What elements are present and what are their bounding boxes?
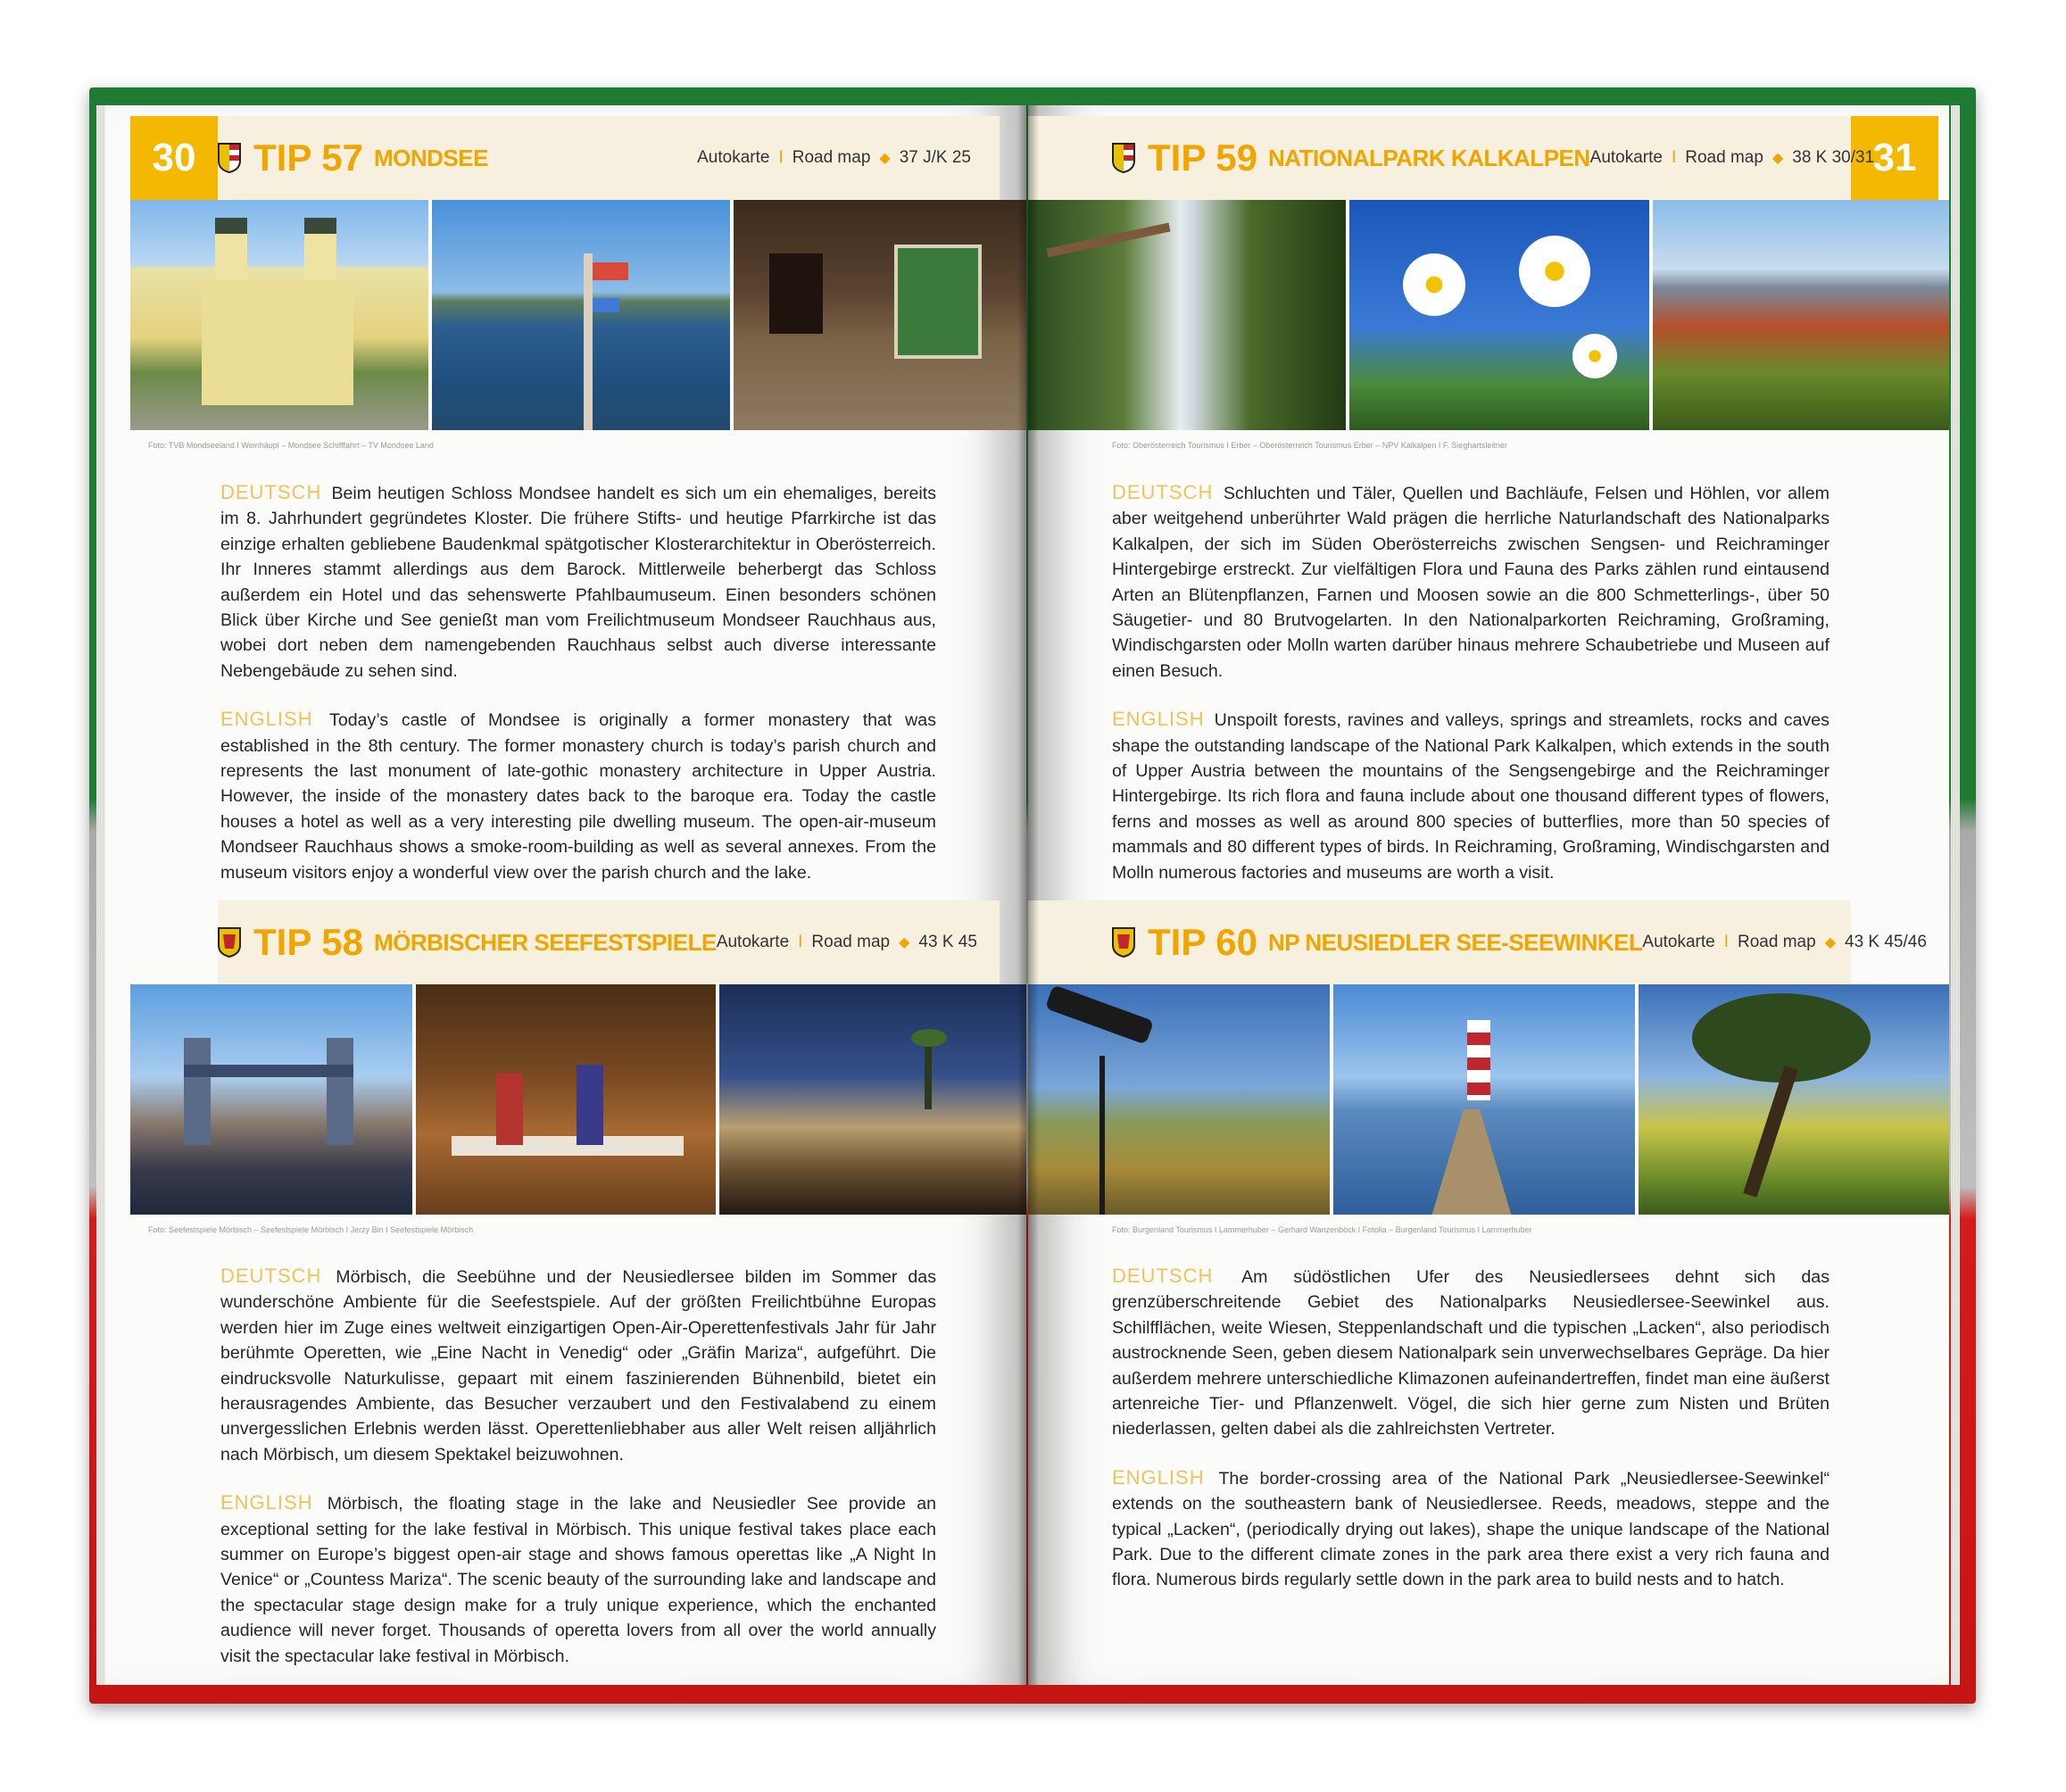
german-text: Am südöstlichen Ufer des Neusiedlersees dehnt sich das grenzüberschreitende Gebiet des Nationalparks Neusiedlersee-Seewinkel aus. Schilfflächen, weite Wiesen, Steppenlandschaft und die typischen „Lacken“, also periodisch austrocknende Seen, geben diesem Nationalpark sein unverwechselbares Gepräge. Da hier außerdem mehrere unterschiedliche Klimazonen aufeinandertreffen, findet man eine äußerst artenreiche Tier- und Pflanzenwelt. Vögel, die sich hier gerne zum Nisten und Brüten niederlassen, gelten dabei als die zahlreichsten Vertreter. bbox=[1112, 1267, 1830, 1439]
autokarte-label: Autokarte bbox=[716, 933, 790, 951]
german-paragraph bbox=[220, 1264, 936, 1467]
photo-waterfall bbox=[1028, 200, 1346, 430]
tip-title: MÖRBISCHER SEEFESTSPIELE bbox=[373, 928, 717, 956]
right-page bbox=[1028, 105, 1949, 1685]
tip-header bbox=[1028, 900, 1927, 984]
english-paragraph bbox=[1112, 1465, 1830, 1593]
lang-label-en: ENGLISH bbox=[1112, 708, 1205, 731]
english-paragraph bbox=[220, 1490, 936, 1669]
lang-label-de: DEUTSCH bbox=[220, 1265, 322, 1287]
tip-text bbox=[220, 1264, 936, 1685]
page-edges-right bbox=[1951, 105, 1960, 1685]
english-text: The border-crossing area of the National Park „Neusiedlersee-Seewinkel“ extends on the southeastern bank of Neusiedlersee. Reeds, meadows, steppe and the typical „Lacken“, (periodically drying out lakes), shape the unique landscape of the National Park. Due to the different climate zones in the park area there exist a very rich fauna and flora. Numerous birds regularly settle down in the park area to build nests and to hatch. bbox=[1112, 1468, 1830, 1590]
coat-of-arms-icon bbox=[218, 927, 241, 958]
tip-number: TIP 58 bbox=[253, 921, 363, 963]
map-grid-ref: 43 K 45/46 bbox=[1845, 933, 1927, 951]
photo-mountain-autumn bbox=[1653, 200, 1949, 430]
photo-mondsee-lake bbox=[432, 200, 730, 430]
lang-label-en: ENGLISH bbox=[220, 1491, 313, 1514]
photo-lake-stage-night bbox=[719, 984, 1026, 1215]
roadmap-label: Road map bbox=[811, 933, 891, 951]
lang-label-de: DEUTSCH bbox=[1112, 1265, 1214, 1287]
tip-header bbox=[218, 900, 1000, 984]
tip-header bbox=[1028, 116, 1875, 200]
map-reference: Autokarte I Road map ◆ 43 K 45/46 bbox=[1642, 933, 1927, 951]
map-reference: Autokarte I Road map ◆ 37 J/K 25 bbox=[697, 148, 971, 167]
map-grid-ref: 37 J/K 25 bbox=[899, 148, 971, 167]
english-text: Mörbisch, the floating stage in the lake and Neusiedler See provide an exceptional setting for the lake festival in Mörbisch. This unique festival takes place each summer on Europe’s biggest open-air stage and shows famous operettas like „A Night In Venice“ or „Countess Mariza“. The scenic beauty of the surrounding lake and landscape and the spectacular stage design make for a truly unique experience, which the enchanted audience will never forget. Thousands of operetta lovers from all over the world annually visit the spectacular lake festival in Mörbisch. bbox=[220, 1494, 936, 1666]
tip-title: MONDSEE bbox=[373, 144, 488, 171]
diamond-icon: ◆ bbox=[1824, 935, 1836, 950]
tip-header bbox=[218, 116, 1000, 200]
page-number: 30 bbox=[130, 116, 218, 200]
map-reference: Autokarte I Road map ◆ 43 K 45 bbox=[716, 933, 977, 951]
tip-text bbox=[220, 480, 936, 908]
german-paragraph bbox=[1112, 480, 1830, 684]
german-paragraph bbox=[220, 480, 936, 684]
german-text: Schluchten und Täler, Quellen und Bachläufe, Felsen und Höhlen, vor allem aber weitgehend unberührter Wald prägen die herrliche Naturlandschaft des Nationalparks Kalkalpen, der sich im Süden Oberösterreichs zwischen Sengsen- und Reichraminger Hintergebirge erstreckt. Zur vielfältigen Flora und Fauna des Parks zählen rund eintausend Arten an Blütenpflanzen, Farnen und Moosen sowie an die 800 Schmetterlings-, über 50 Säugetier- und 80 Brutvogelarten. In den Nationalparkorten Reichraming, Großraming, Windischgarsten oder Molln warten darüber hinaus mehrere Schaubetriebe und Museen auf einen Besuch. bbox=[1112, 484, 1830, 681]
photo-credit: Foto: Burgenland Tourismus I Lammerhuber – Gerhard Wanzenböck I Fotolia – Burgenland Tourismus I Lammerhuber bbox=[1112, 1225, 1532, 1234]
photo-strip bbox=[130, 984, 1026, 1215]
map-grid-ref: 43 K 45 bbox=[918, 933, 977, 951]
tip-title: NP NEUSIEDLER SEE-SEEWINKEL bbox=[1267, 928, 1643, 956]
tip-number: TIP 59 bbox=[1148, 137, 1257, 178]
diamond-icon: ◆ bbox=[879, 151, 891, 166]
lang-label-de: DEUTSCH bbox=[1112, 481, 1214, 503]
tip-text bbox=[1112, 480, 1830, 908]
roadmap-label: Road map bbox=[792, 148, 871, 167]
photo-daisies bbox=[1349, 200, 1649, 430]
photo-strip bbox=[1028, 984, 1949, 1215]
photo-operetta-performance bbox=[416, 984, 716, 1215]
left-page bbox=[105, 105, 1026, 1685]
photo-credit: Foto: TVB Mondseeland I Weinhäupl – Mondsee Schifffahrt – TV Mondsee Land bbox=[148, 441, 434, 450]
autokarte-label: Autokarte bbox=[1589, 148, 1663, 167]
photo-mondsee-church bbox=[130, 200, 428, 430]
lang-label-en: ENGLISH bbox=[1112, 1465, 1205, 1489]
english-paragraph bbox=[220, 707, 936, 885]
photo-tree-meadow bbox=[1639, 984, 1949, 1215]
coat-of-arms-icon bbox=[1112, 927, 1135, 958]
tip-number: TIP 57 bbox=[253, 137, 363, 178]
roadmap-label: Road map bbox=[1738, 933, 1816, 951]
german-text: Beim heutigen Schloss Mondsee handelt es sich um ein ehemaliges, bereits im 8. Jahrhundert gegründetes Kloster. Die frühere Stifts- und heutige Pfarrkirche ist das einzige erhalten gebliebene Baudenkmal spätgotischer Klosterarchitektur in Oberösterreich. Ihr Inneres stammt allerdings aus dem Barock. Mittlerweile beherbergt das Schloss außerdem ein Hotel und das sehenswerte Pfahlbaumuseum. Einen besonders schönen Blick über Kirche und See genießt man vom Freilichtmuseum Mondseer Rauchhaus aus, wobei dort neben dem namengebenden Rauchhaus selbst auch diverse interessante Nebengebäude zu sehen sind. bbox=[220, 484, 936, 681]
english-paragraph bbox=[1112, 707, 1830, 885]
photo-credit: Foto: Oberösterreich Tourismus I Erber – Oberösterreich Tourismus Erber – NPV Kalkalpen I F. Sieghartsleitner bbox=[1112, 441, 1507, 450]
photo-credit: Foto: Seefestspiele Mörbisch – Seefestspiele Mörbisch I Jerzy Bin I Seefestspiele Mörbisch bbox=[148, 1225, 474, 1234]
autokarte-label: Autokarte bbox=[1642, 933, 1715, 951]
roadmap-label: Road map bbox=[1685, 148, 1763, 167]
tip-text bbox=[1112, 1264, 1830, 1616]
lang-label-en: ENGLISH bbox=[220, 708, 313, 731]
coat-of-arms-icon bbox=[1112, 143, 1135, 173]
diamond-icon: ◆ bbox=[899, 935, 910, 950]
english-text: Today’s castle of Mondsee is originally a former monastery that was established in the 8th century. The former monastery church is today’s parish church and represents the last monument of late-gothic monastery architecture in Upper Austria. However, the inside of the monastery dates back to the baroque era. Today the castle houses a hotel as well as a very interesting pile dwelling museum. The open-air-museum Mondseer Rauchhaus shows a smoke-room-building as well as several annexes. From the museum visitors enjoy a wonderful view over the parish church and the lake. bbox=[220, 710, 936, 883]
page-edges-left bbox=[96, 105, 105, 1685]
photo-stage-tower-bridge bbox=[130, 984, 412, 1215]
photo-rauchhaus-interior bbox=[734, 200, 1026, 430]
book-gutter bbox=[1017, 105, 1039, 1685]
diamond-icon: ◆ bbox=[1771, 151, 1784, 166]
photo-lighthouse-pier bbox=[1333, 984, 1635, 1215]
coat-of-arms-icon bbox=[218, 143, 241, 173]
english-text: Unspoilt forests, ravines and valleys, springs and streamlets, rocks and caves shape the outstanding landscape of the National Park Kalkalpen, which extends in the south of Upper Austria between the mountains of the Sengsengebirge and the Reichraminger Hintergebirge. Its rich flora and fauna include about one thousand different types of flowers, ferns and mosses as well as around 800 species of butterflies, more than 50 species of mammals and 80 different types of birds. In Reichraming, Großraming, Windischgarsten and Molln numerous factories and museums are worth a visit. bbox=[1112, 710, 1830, 883]
german-text: Mörbisch, die Seebühne und der Neusiedlersee bilden im Sommer das wunderschöne Ambiente für die Seefestspiele. Auf der größten Freilichtbühne Europas werden hier im Zuge eines weltweit einzigartigen Open-Air-Operettenfestivals Jahr für Jahr berühmte Operetten, wie „Eine Nacht in Venedig“ oder „Gräfin Mariza“, aufgeführt. Die eindrucksvolle Naturkulisse, gepaart mit einem faszinierenden Bühnenbild, bietet ein herausragendes Ambiente, das Besucher verzaubert und den Festivalabend zu einem unvergesslichen Erlebnis werden lässt. Operettenliebhaber aus aller Welt reisen alljährlich nach Mörbisch, um diesem Spektakel beizuwohnen. bbox=[220, 1267, 936, 1464]
map-grid-ref: 38 K 30/31 bbox=[1792, 148, 1875, 167]
tip-title: NATIONALPARK KALKALPEN bbox=[1267, 144, 1590, 171]
photo-strip bbox=[130, 200, 1026, 430]
page-number: 31 bbox=[1851, 116, 1938, 200]
photo-spotting-scope bbox=[1028, 984, 1330, 1215]
map-reference: Autokarte I Road map ◆ 38 K 30/31 bbox=[1589, 148, 1875, 167]
tip-number: TIP 60 bbox=[1148, 921, 1257, 963]
german-paragraph bbox=[1112, 1264, 1830, 1442]
lang-label-de: DEUTSCH bbox=[220, 481, 322, 503]
autokarte-label: Autokarte bbox=[697, 148, 770, 167]
photo-strip bbox=[1028, 200, 1949, 430]
